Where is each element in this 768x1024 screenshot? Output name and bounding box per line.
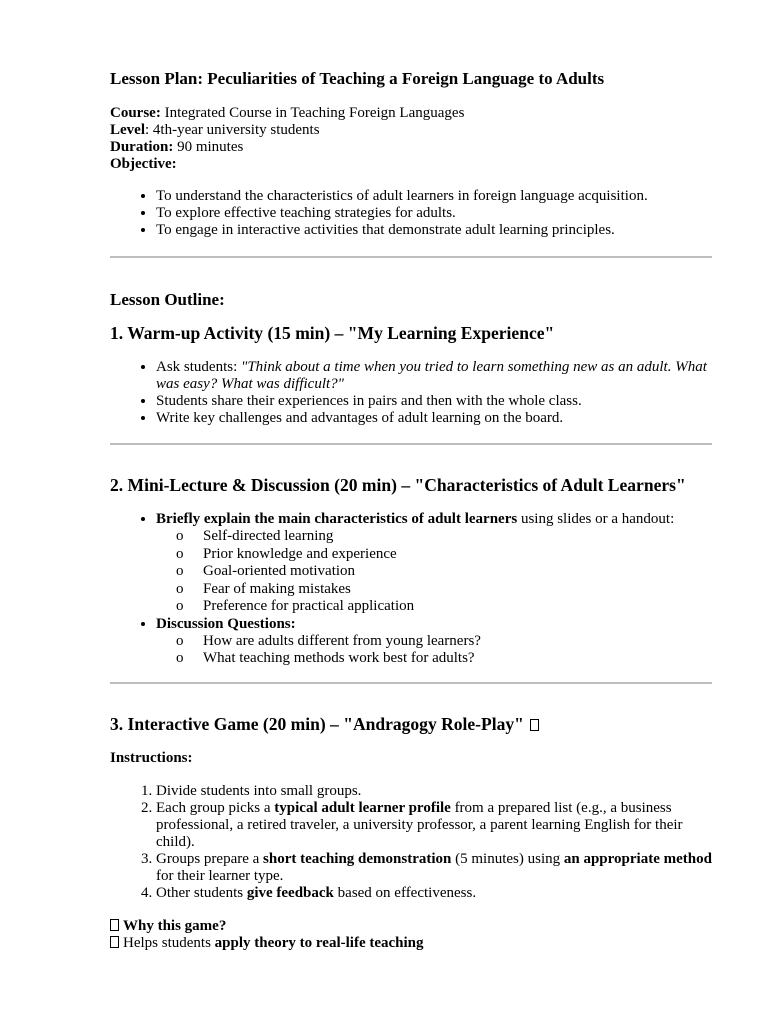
section1-heading: 1. Warm-up Activity (15 min) – "My Learning Experience"	[110, 323, 555, 343]
section2-item1-bold: Briefly explain the main characteristics of adult learners	[156, 511, 518, 527]
instructions-label: Instructions:	[110, 750, 193, 766]
questions-list	[156, 633, 716, 668]
helps-text: Helps students	[123, 935, 215, 951]
section-divider	[110, 256, 712, 258]
section1-item: • Students share their experiences in pairs and then with the whole class.	[156, 393, 716, 410]
characteristic-item: o Prior knowledge and experience	[203, 546, 716, 564]
section2-heading: 2. Mini-Lecture & Discussion (20 min) – "Characteristics of Adult Learners"	[110, 475, 686, 495]
section3-heading: 3. Interactive Game (20 min) – "Andragogy Role-Play"	[110, 714, 524, 734]
step3-bold: an appropriate method	[563, 851, 712, 867]
why-line	[110, 918, 226, 935]
helps-line	[110, 935, 424, 952]
objectives-list	[110, 188, 716, 239]
missing-glyph-icon	[530, 719, 539, 731]
section2-item	[156, 616, 716, 668]
objective-item: • To understand the characteristics of adult learners in foreign language acquisition.	[156, 188, 716, 205]
instructions-list	[110, 783, 716, 902]
section2-item1-rest: using slides or a handout:	[517, 511, 675, 527]
objective-line	[110, 156, 464, 173]
step2-bold: typical adult learner profile	[274, 800, 451, 816]
question-item: o What teaching methods work best for adults?	[203, 650, 716, 668]
step3-text: for their learner type.	[156, 868, 284, 884]
why-label: Why this game?	[123, 918, 227, 934]
step3-text: Groups prepare a	[156, 851, 264, 867]
level-line	[110, 122, 464, 139]
outline-heading: Lesson Outline:	[110, 290, 225, 309]
characteristic-item: o Preference for practical application	[203, 598, 716, 616]
characteristics-list	[156, 528, 716, 616]
step4-text: Other students	[156, 885, 247, 901]
level-value: : 4th-year university students	[145, 122, 320, 138]
step2-text: Each group picks a	[156, 800, 275, 816]
duration-label: Duration:	[110, 139, 174, 155]
course-value: Integrated Course in Teaching Foreign Languages	[160, 105, 465, 121]
step3-text: (5 minutes) using	[451, 851, 564, 867]
section2-list	[110, 511, 716, 668]
section-divider	[110, 682, 712, 684]
objective-item: • To engage in interactive activities that demonstrate adult learning principles.	[156, 222, 716, 239]
question-item: o How are adults different from young learners?	[203, 633, 716, 651]
course-meta	[110, 105, 464, 173]
section1-item1-prefix: Ask students:	[156, 359, 242, 375]
section1-item: • Write key challenges and advantages of adult learning on the board.	[156, 410, 716, 427]
discussion-label: Discussion Questions:	[156, 615, 296, 632]
characteristic-item: o Self-directed learning	[203, 528, 716, 546]
section-divider	[110, 443, 712, 445]
step4-text: based on effectiveness.	[333, 885, 477, 901]
instruction-step	[156, 851, 716, 885]
step4-bold: give feedback	[246, 885, 334, 901]
level-label: Level	[110, 122, 145, 138]
section3-heading-line	[110, 716, 539, 733]
section1-item	[156, 359, 716, 393]
section1-item1-quote: "Think about a time when you tried to learn something new as an adult. What was easy? What was difficult?"	[156, 359, 707, 392]
characteristic-item: o Goal-oriented motivation	[203, 563, 716, 581]
section2-item	[156, 511, 716, 616]
missing-glyph-icon	[110, 936, 119, 948]
section1-list	[110, 359, 716, 427]
instruction-step: 1. Divide students into small groups.	[156, 783, 716, 800]
step2-text: from a prepared list (e.g., a business professional, a retired traveler, a university professor, a parent learning English for their child).	[156, 800, 683, 850]
step3-bold: short teaching demonstration	[263, 851, 452, 867]
characteristic-item: o Fear of making mistakes	[203, 581, 716, 599]
course-line	[110, 105, 464, 122]
instruction-step	[156, 885, 716, 902]
objective-item: • To explore effective teaching strategies for adults.	[156, 205, 716, 222]
course-label: Course:	[110, 105, 161, 121]
duration-line	[110, 139, 464, 156]
instruction-step	[156, 800, 716, 851]
duration-value: 90 minutes	[173, 139, 244, 155]
missing-glyph-icon	[110, 919, 119, 931]
helps-bold: apply theory to real-life teaching	[214, 935, 424, 951]
page-title: Lesson Plan: Peculiarities of Teaching a Foreign Language to Adults	[110, 69, 605, 88]
objective-label: Objective:	[110, 156, 177, 172]
